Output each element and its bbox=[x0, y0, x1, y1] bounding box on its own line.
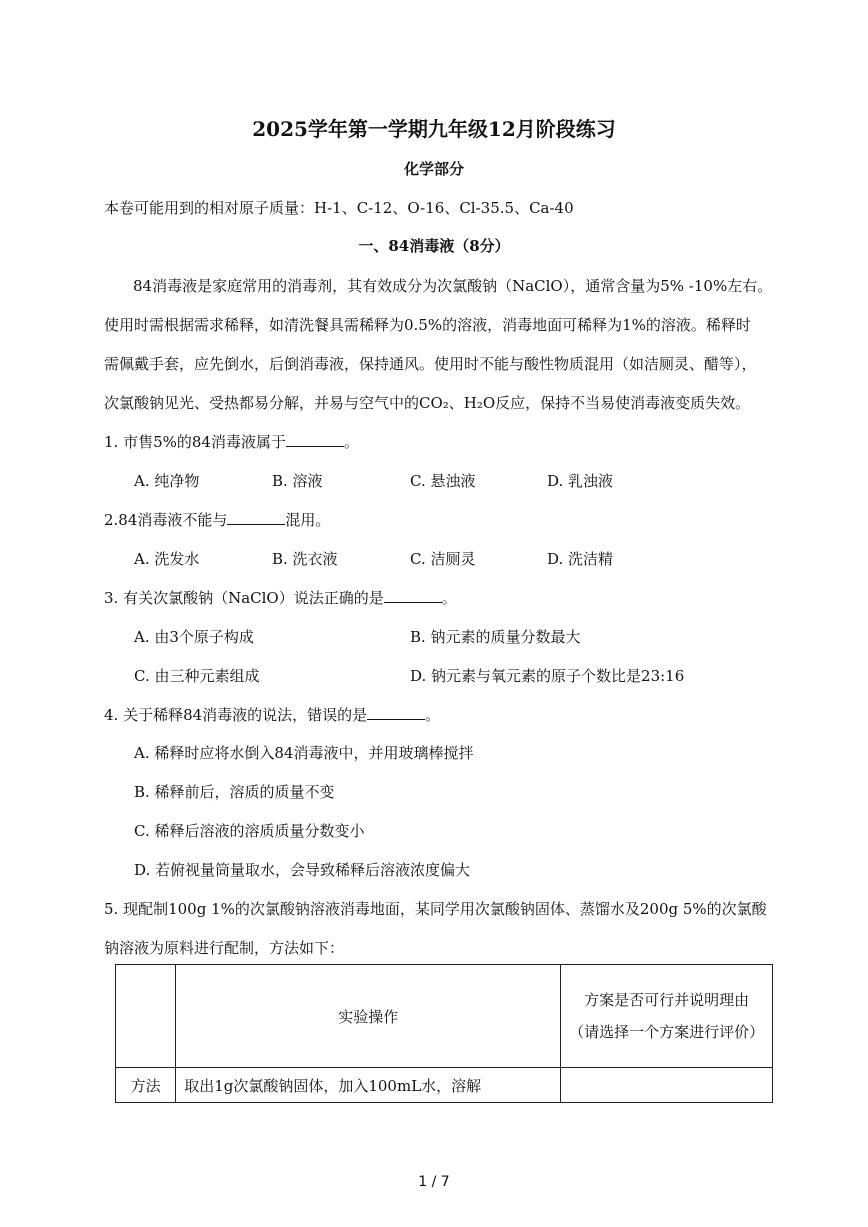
q3-stem-end: 。 bbox=[441, 589, 457, 607]
q2-option-b: B. 洗衣液 bbox=[272, 550, 338, 568]
table-row bbox=[116, 1068, 773, 1103]
q4-option-b: B. 稀释前后，溶质的质量不变 bbox=[134, 783, 335, 801]
table-row-label: 方法 bbox=[116, 1068, 176, 1103]
q2-option-a: A. 洗发水 bbox=[134, 550, 200, 568]
q1-stem-text: 1. 市售5%的84消毒液属于 bbox=[104, 433, 286, 451]
exam-title: 2025学年第一学期九年级12月阶段练习 bbox=[252, 117, 616, 141]
q2-stem bbox=[104, 510, 330, 530]
q1-option-a: A. 纯净物 bbox=[134, 472, 200, 490]
q2-option-c: C. 洁厕灵 bbox=[410, 550, 476, 568]
q4-option-d: D. 若俯视量筒量取水，会导致稀释后溶液浓度偏大 bbox=[134, 861, 471, 879]
q5-stem-line-1: 5. 现配制100g 1%的次氯酸钠溶液消毒地面，某同学用次氯酸钠固体、蒸馏水及200g 5%的次氯酸 bbox=[104, 900, 767, 918]
table-header-operation: 实验操作 bbox=[176, 965, 561, 1068]
q3-stem bbox=[104, 588, 457, 608]
table-header-row bbox=[116, 965, 773, 1068]
exam-subtitle: 化学部分 bbox=[403, 160, 464, 178]
table-header-evaluation-line-2: （请选择一个方案进行评价） bbox=[569, 1023, 765, 1041]
q1-stem-end: 。 bbox=[343, 433, 359, 451]
table-header-blank-cell bbox=[116, 965, 176, 1068]
table-header-evaluation bbox=[561, 965, 773, 1068]
table-header-evaluation-line-1: 方案是否可行并说明理由 bbox=[584, 991, 750, 1009]
q4-option-a: A. 稀释时应将水倒入84消毒液中，并用玻璃棒搅拌 bbox=[134, 744, 474, 762]
q4-stem bbox=[104, 705, 440, 725]
atomic-masses-note: 本卷可能用到的相对原子质量：H-1、C-12、O-16、Cl-35.5、Ca-40 bbox=[104, 199, 574, 217]
section-title: 一、84消毒液（8分） bbox=[358, 237, 510, 255]
q5-stem-line-2: 钠溶液为原料进行配制，方法如下： bbox=[104, 939, 345, 957]
intro-line-2: 使用时需根据需求稀释，如清洗餐具需稀释为0.5%的溶液，消毒地面可稀释为1%的溶液。稀释时 bbox=[104, 316, 751, 334]
q4-option-c: C. 稀释后溶液的溶质质量分数变小 bbox=[134, 822, 365, 840]
q1-option-d: D. 乳浊液 bbox=[547, 472, 614, 490]
q2-stem-end: 混用。 bbox=[285, 511, 331, 529]
q4-answer-blank[interactable] bbox=[367, 705, 425, 720]
q3-option-a: A. 由3个原子构成 bbox=[134, 628, 254, 646]
table-row-evaluation-answer[interactable] bbox=[561, 1068, 773, 1103]
q2-option-d: D. 洗洁精 bbox=[547, 550, 614, 568]
q3-answer-blank[interactable] bbox=[384, 588, 442, 603]
intro-line-1: 84消毒液是家庭常用的消毒剂，其有效成分为次氯酸钠（NaClO），通常含量为5% -10%左右。 bbox=[133, 277, 773, 295]
intro-line-3: 需佩戴手套，应先倒水，后倒消毒液，保持通风。使用时不能与酸性物质混用（如洁厕灵、醋等）， bbox=[104, 355, 757, 373]
q4-stem-text: 4. 关于稀释84消毒液的说法，错误的是 bbox=[104, 706, 368, 724]
table-row-operation: 取出1g次氯酸钠固体，加入100mL水，溶解 bbox=[176, 1068, 561, 1103]
q3-option-d: D. 钠元素与氧元素的原子个数比是23:16 bbox=[410, 667, 685, 685]
q2-stem-text: 2.84消毒液不能与 bbox=[104, 511, 228, 529]
q4-stem-end: 。 bbox=[425, 706, 441, 724]
q3-stem-text: 3. 有关次氯酸钠（NaClO）说法正确的是 bbox=[104, 589, 384, 607]
page-number: 1 / 7 bbox=[418, 1174, 450, 1190]
q1-stem bbox=[104, 432, 359, 452]
q1-option-c: C. 悬浊液 bbox=[410, 472, 476, 490]
q3-option-b: B. 钠元素的质量分数最大 bbox=[410, 628, 581, 646]
q1-option-b: B. 溶液 bbox=[272, 472, 323, 490]
experiment-table bbox=[115, 964, 773, 1103]
q3-option-c: C. 由三种元素组成 bbox=[134, 667, 260, 685]
q1-answer-blank[interactable] bbox=[286, 432, 344, 447]
q2-answer-blank[interactable] bbox=[227, 510, 285, 525]
intro-line-4: 次氯酸钠见光、受热都易分解，并易与空气中的CO₂、H₂O反应，保持不当易使消毒液变质失效。 bbox=[104, 394, 751, 412]
